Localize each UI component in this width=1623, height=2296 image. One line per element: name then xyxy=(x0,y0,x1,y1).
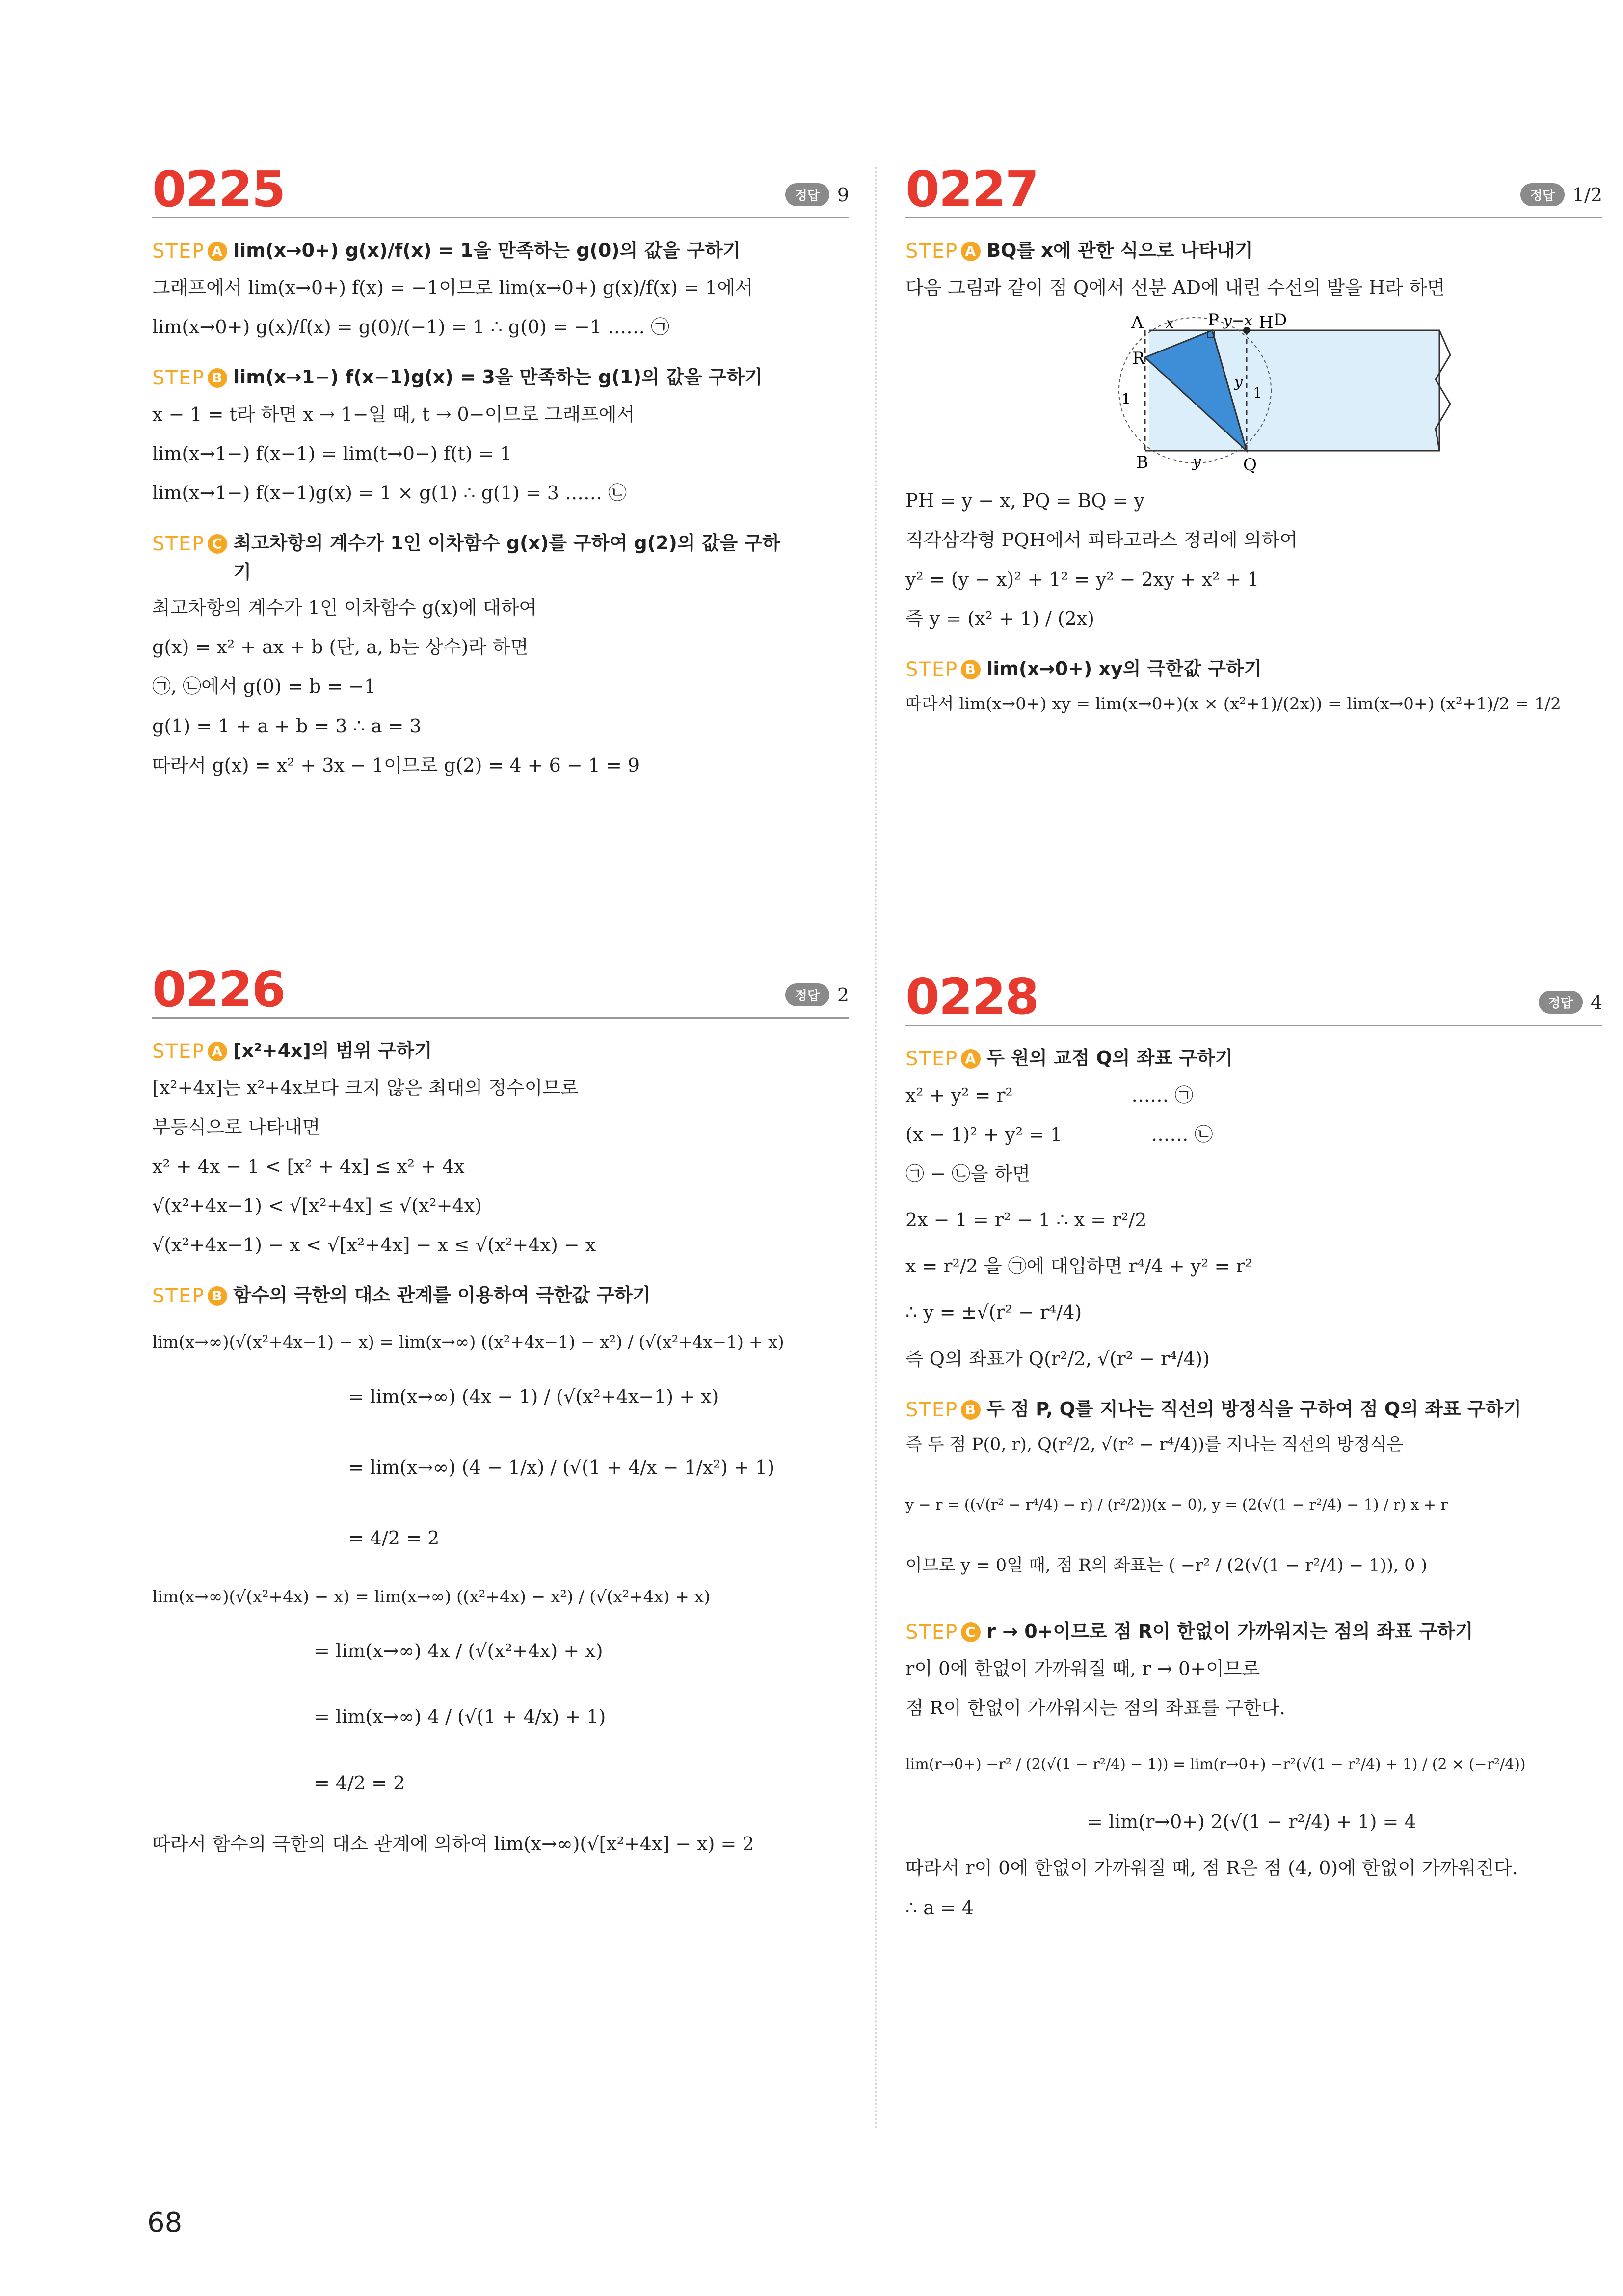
step-title: r → 0+이므로 점 R이 한없이 가까워지는 점의 좌표 구하기 xyxy=(986,1620,1473,1642)
solution-line: 2x − 1 = r² − 1 ∴ x = r²/2 xyxy=(905,1209,1147,1231)
label-B: B xyxy=(1136,453,1148,473)
label-P: P xyxy=(1208,311,1219,330)
label-y-minus-x: y−x xyxy=(1224,312,1253,330)
step-title: 두 원의 교점 Q의 좌표 구하기 xyxy=(986,1047,1233,1069)
step-a xyxy=(905,236,1602,267)
step-label: STEP A xyxy=(152,1036,227,1067)
solution-line: lim(x→∞)(√(x²+4x) − x) = lim(x→∞) ((x²+4x) − x²) / (√(x²+4x) + x) xyxy=(152,1587,711,1607)
step-a xyxy=(905,1044,1602,1074)
solution-line: = 4/2 = 2 xyxy=(314,1772,405,1794)
step-title: lim(x→1−) f(x−1)g(x) = 3을 만족하는 g(1)의 값을 구하기 xyxy=(233,366,763,388)
label-H: H xyxy=(1259,313,1274,333)
solution-line: y − r = ((√(r² − r⁴/4) − r) / (r²/2))(x − 0), y = (2(√(1 − r²/4) − 1) / r) x + r xyxy=(905,1496,1448,1513)
solution-line: = lim(x→∞) 4x / (√(x²+4x) + x) xyxy=(314,1640,603,1662)
solution-line: = lim(x→∞) 4 / (√(1 + 4/x) + 1) xyxy=(314,1706,606,1728)
solution-line: 이므로 y = 0일 때, 점 R의 좌표는 ( −r² / (2(√(1 − r²/4) − 1)), 0 ) xyxy=(905,1556,1428,1576)
answer-value: 1/2 xyxy=(1572,184,1602,206)
step-label: STEP A xyxy=(905,236,981,267)
step-a xyxy=(152,1036,849,1067)
step-label: STEP C xyxy=(905,1617,981,1648)
solution-line: 따라서 lim(x→0+) xy = lim(x→0+)(x × (x²+1)/(2x)) = lim(x→0+) (x²+1)/2 = 1/2 xyxy=(905,694,1561,714)
step-letter-icon: B xyxy=(961,660,981,679)
solution-line: = lim(r→0+) 2(√(1 − r²/4) + 1) = 4 xyxy=(1087,1811,1416,1833)
step-title: lim(x→0+) xy의 극한값 구하기 xyxy=(986,658,1262,680)
step-title: 최고차항의 계수가 1인 이차함수 g(x)를 구하여 g(2)의 값을 구하기 xyxy=(233,532,780,583)
answer-box xyxy=(785,183,849,206)
step-label: STEP B xyxy=(152,1281,227,1311)
label-A: A xyxy=(1131,313,1144,333)
step-title: BQ를 x에 관한 식으로 나타내기 xyxy=(986,240,1253,261)
step-letter-icon: A xyxy=(208,242,227,261)
answer-value: 9 xyxy=(837,184,849,206)
label-one-left: 1 xyxy=(1121,391,1131,408)
label-y-slant: y xyxy=(1234,374,1243,391)
step-title: lim(x→0+) g(x)/f(x) = 1을 만족하는 g(0)의 값을 구하기 xyxy=(233,240,741,261)
step-label: STEP A xyxy=(905,1044,981,1074)
step-b xyxy=(152,1281,849,1311)
step-title: [x²+4x]의 범위 구하기 xyxy=(233,1040,432,1061)
step-c xyxy=(152,529,849,587)
problem-number: 0226 xyxy=(152,961,285,1018)
problem-number: 0225 xyxy=(152,161,285,218)
problem-header xyxy=(905,970,1602,1026)
problem-header xyxy=(152,162,849,218)
solution-line: 직각삼각형 PQH에서 피타고라스 정리에 의하여 xyxy=(905,529,1298,551)
problem-0225 xyxy=(152,162,849,783)
solution-line: lim(r→0+) −r² / (2(√(1 − r²/4) − 1)) = lim(r→0+) −r²(√(1 − r²/4) + 1) / (2 × (−r²/4)) xyxy=(905,1756,1526,1773)
problem-0226 xyxy=(152,962,849,1862)
step-a xyxy=(152,236,849,267)
answer-value: 4 xyxy=(1590,991,1602,1013)
step-b xyxy=(152,363,849,393)
solution-line: g(1) = 1 + a + b = 3 ∴ a = 3 xyxy=(152,715,422,737)
solution-line: ∴ y = ±√(r² − r⁴/4) xyxy=(905,1301,1082,1324)
step-label: STEP C xyxy=(152,529,227,559)
solution-line: 즉 두 점 P(0, r), Q(r²/2, √(r² − r⁴/4))를 지나는 직선의 방정식은 xyxy=(905,1434,1404,1455)
solution-line: = 4/2 = 2 xyxy=(348,1527,440,1549)
solution-line: g(x) = x² + ax + b (단, a, b는 상수)라 하면 xyxy=(152,636,529,658)
label-y-bottom: y xyxy=(1193,454,1201,471)
answer-badge: 정답 xyxy=(1520,183,1565,206)
step-letter-icon: A xyxy=(208,1042,227,1061)
solution-line: lim(x→1−) f(x−1)g(x) = 1 × g(1) ∴ g(1) = 3 …… ㉡ xyxy=(152,482,627,504)
label-R: R xyxy=(1132,349,1145,369)
step-letter-icon: B xyxy=(208,368,227,388)
answer-value: 2 xyxy=(837,984,849,1006)
step-title: 두 점 P, Q를 지나는 직선의 방정식을 구하여 점 Q의 좌표 구하기 xyxy=(986,1398,1521,1420)
step-b xyxy=(905,1395,1602,1425)
solution-line: PH = y − x, PQ = BQ = y xyxy=(905,490,1145,512)
answer-badge: 정답 xyxy=(785,983,829,1006)
problem-0228 xyxy=(905,970,1602,1926)
label-Q: Q xyxy=(1243,455,1257,475)
solution-line: r이 0에 한없이 가까워질 때, r → 0+이므로 xyxy=(905,1657,1260,1679)
problem-0227 xyxy=(905,162,1602,721)
solution-line: 점 R이 한없이 가까워지는 점의 좌표를 구한다. xyxy=(905,1697,1285,1719)
solution-line: y² = (y − x)² + 1² = y² − 2xy + x² + 1 xyxy=(905,568,1259,591)
label-x: x xyxy=(1166,315,1174,332)
step-letter-icon: A xyxy=(961,242,981,261)
solution-line: √(x²+4x−1) − x < √[x²+4x] − x ≤ √(x²+4x) − x xyxy=(152,1234,596,1256)
solution-line: x² + y² = r² …… ㉠ xyxy=(905,1084,1194,1106)
answer-box xyxy=(785,983,849,1006)
step-label: STEP B xyxy=(905,1395,981,1425)
step-c xyxy=(905,1617,1602,1648)
step-letter-icon: B xyxy=(961,1400,981,1420)
solution-line: 부등식으로 나타내면 xyxy=(152,1116,320,1138)
step-letter-icon: C xyxy=(961,1622,981,1642)
answer-badge: 정답 xyxy=(785,183,829,206)
solution-line: 최고차항의 계수가 1인 이차함수 g(x)에 대하여 xyxy=(152,597,537,619)
answer-badge: 정답 xyxy=(1539,991,1583,1014)
step-letter-icon: C xyxy=(208,534,227,554)
step-label: STEP B xyxy=(905,654,981,685)
solution-line: = lim(x→∞) (4x − 1) / (√(x²+4x−1) + x) xyxy=(348,1385,719,1407)
solution-line: x − 1 = t라 하면 x → 1−일 때, t → 0−이므로 그래프에서 xyxy=(152,404,635,426)
solution-line: x = r²/2 을 ㉠에 대입하면 r⁴/4 + y² = r² xyxy=(905,1255,1252,1277)
solution-line: 즉 y = (x² + 1) / (2x) xyxy=(905,608,1094,630)
solution-line: 즉 Q의 좌표가 Q(r²/2, √(r² − r⁴/4)) xyxy=(905,1348,1210,1370)
folded-rectangle-diagram xyxy=(1112,311,1455,478)
solution-line: 다음 그림과 같이 점 Q에서 선분 AD에 내린 수선의 발을 H라 하면 xyxy=(905,277,1445,298)
solution-line: 따라서 r이 0에 한없이 가까워질 때, 점 R은 점 (4, 0)에 한없이 가까워진다. xyxy=(905,1857,1518,1879)
problem-number: 0227 xyxy=(905,161,1038,218)
problem-header xyxy=(152,962,849,1019)
label-D: D xyxy=(1274,311,1287,330)
solution-line: ∴ a = 4 xyxy=(905,1896,974,1918)
solution-line: = lim(x→∞) (4 − 1/x) / (√(1 + 4/x − 1/x²) + 1) xyxy=(348,1456,775,1478)
column-divider xyxy=(875,167,877,2131)
conclusion-line: 따라서 함수의 극한의 대소 관계에 의하여 lim(x→∞)(√[x²+4x] − x) = 2 xyxy=(152,1833,754,1855)
solution-line: [x²+4x]는 x²+4x보다 크지 않은 최대의 정수이므로 xyxy=(152,1077,579,1099)
solution-line: ㉠, ㉡에서 g(0) = b = −1 xyxy=(152,675,376,698)
solution-line: 그래프에서 lim(x→0+) f(x) = −1이므로 lim(x→0+) g(x)/f(x) = 1에서 xyxy=(152,277,753,298)
page-number: 68 xyxy=(147,2207,183,2239)
step-label: STEP A xyxy=(152,236,227,267)
solution-line: (x − 1)² + y² = 1 …… ㉡ xyxy=(905,1124,1213,1146)
solution-line: lim(x→∞)(√(x²+4x−1) − x) = lim(x→∞) ((x²+4x−1) − x²) / (√(x²+4x−1) + x) xyxy=(152,1332,784,1352)
solution-line: √(x²+4x−1) < √[x²+4x] ≤ √(x²+4x) xyxy=(152,1195,482,1217)
step-b xyxy=(905,654,1602,685)
problem-number: 0228 xyxy=(905,968,1038,1026)
solution-line: lim(x→1−) f(x−1) = lim(t→0−) f(t) = 1 xyxy=(152,443,512,465)
geometry-figure xyxy=(1112,311,1602,480)
solution-line: ㉠ − ㉡을 하면 xyxy=(905,1163,1031,1185)
answer-box xyxy=(1520,183,1602,206)
label-one-right: 1 xyxy=(1253,385,1263,403)
step-title: 함수의 극한의 대소 관계를 이용하여 극한값 구하기 xyxy=(233,1284,651,1306)
problem-header xyxy=(905,162,1602,218)
step-label: STEP B xyxy=(152,363,227,393)
step-letter-icon: B xyxy=(208,1286,227,1306)
solution-line: lim(x→0+) g(x)/f(x) = g(0)/(−1) = 1 ∴ g(0) = −1 …… ㉠ xyxy=(152,316,670,338)
step-letter-icon: A xyxy=(961,1049,981,1069)
solution-line: x² + 4x − 1 < [x² + 4x] ≤ x² + 4x xyxy=(152,1156,465,1178)
answer-box xyxy=(1539,991,1602,1014)
solution-line: 따라서 g(x) = x² + 3x − 1이므로 g(2) = 4 + 6 − 1 = 9 xyxy=(152,754,640,776)
